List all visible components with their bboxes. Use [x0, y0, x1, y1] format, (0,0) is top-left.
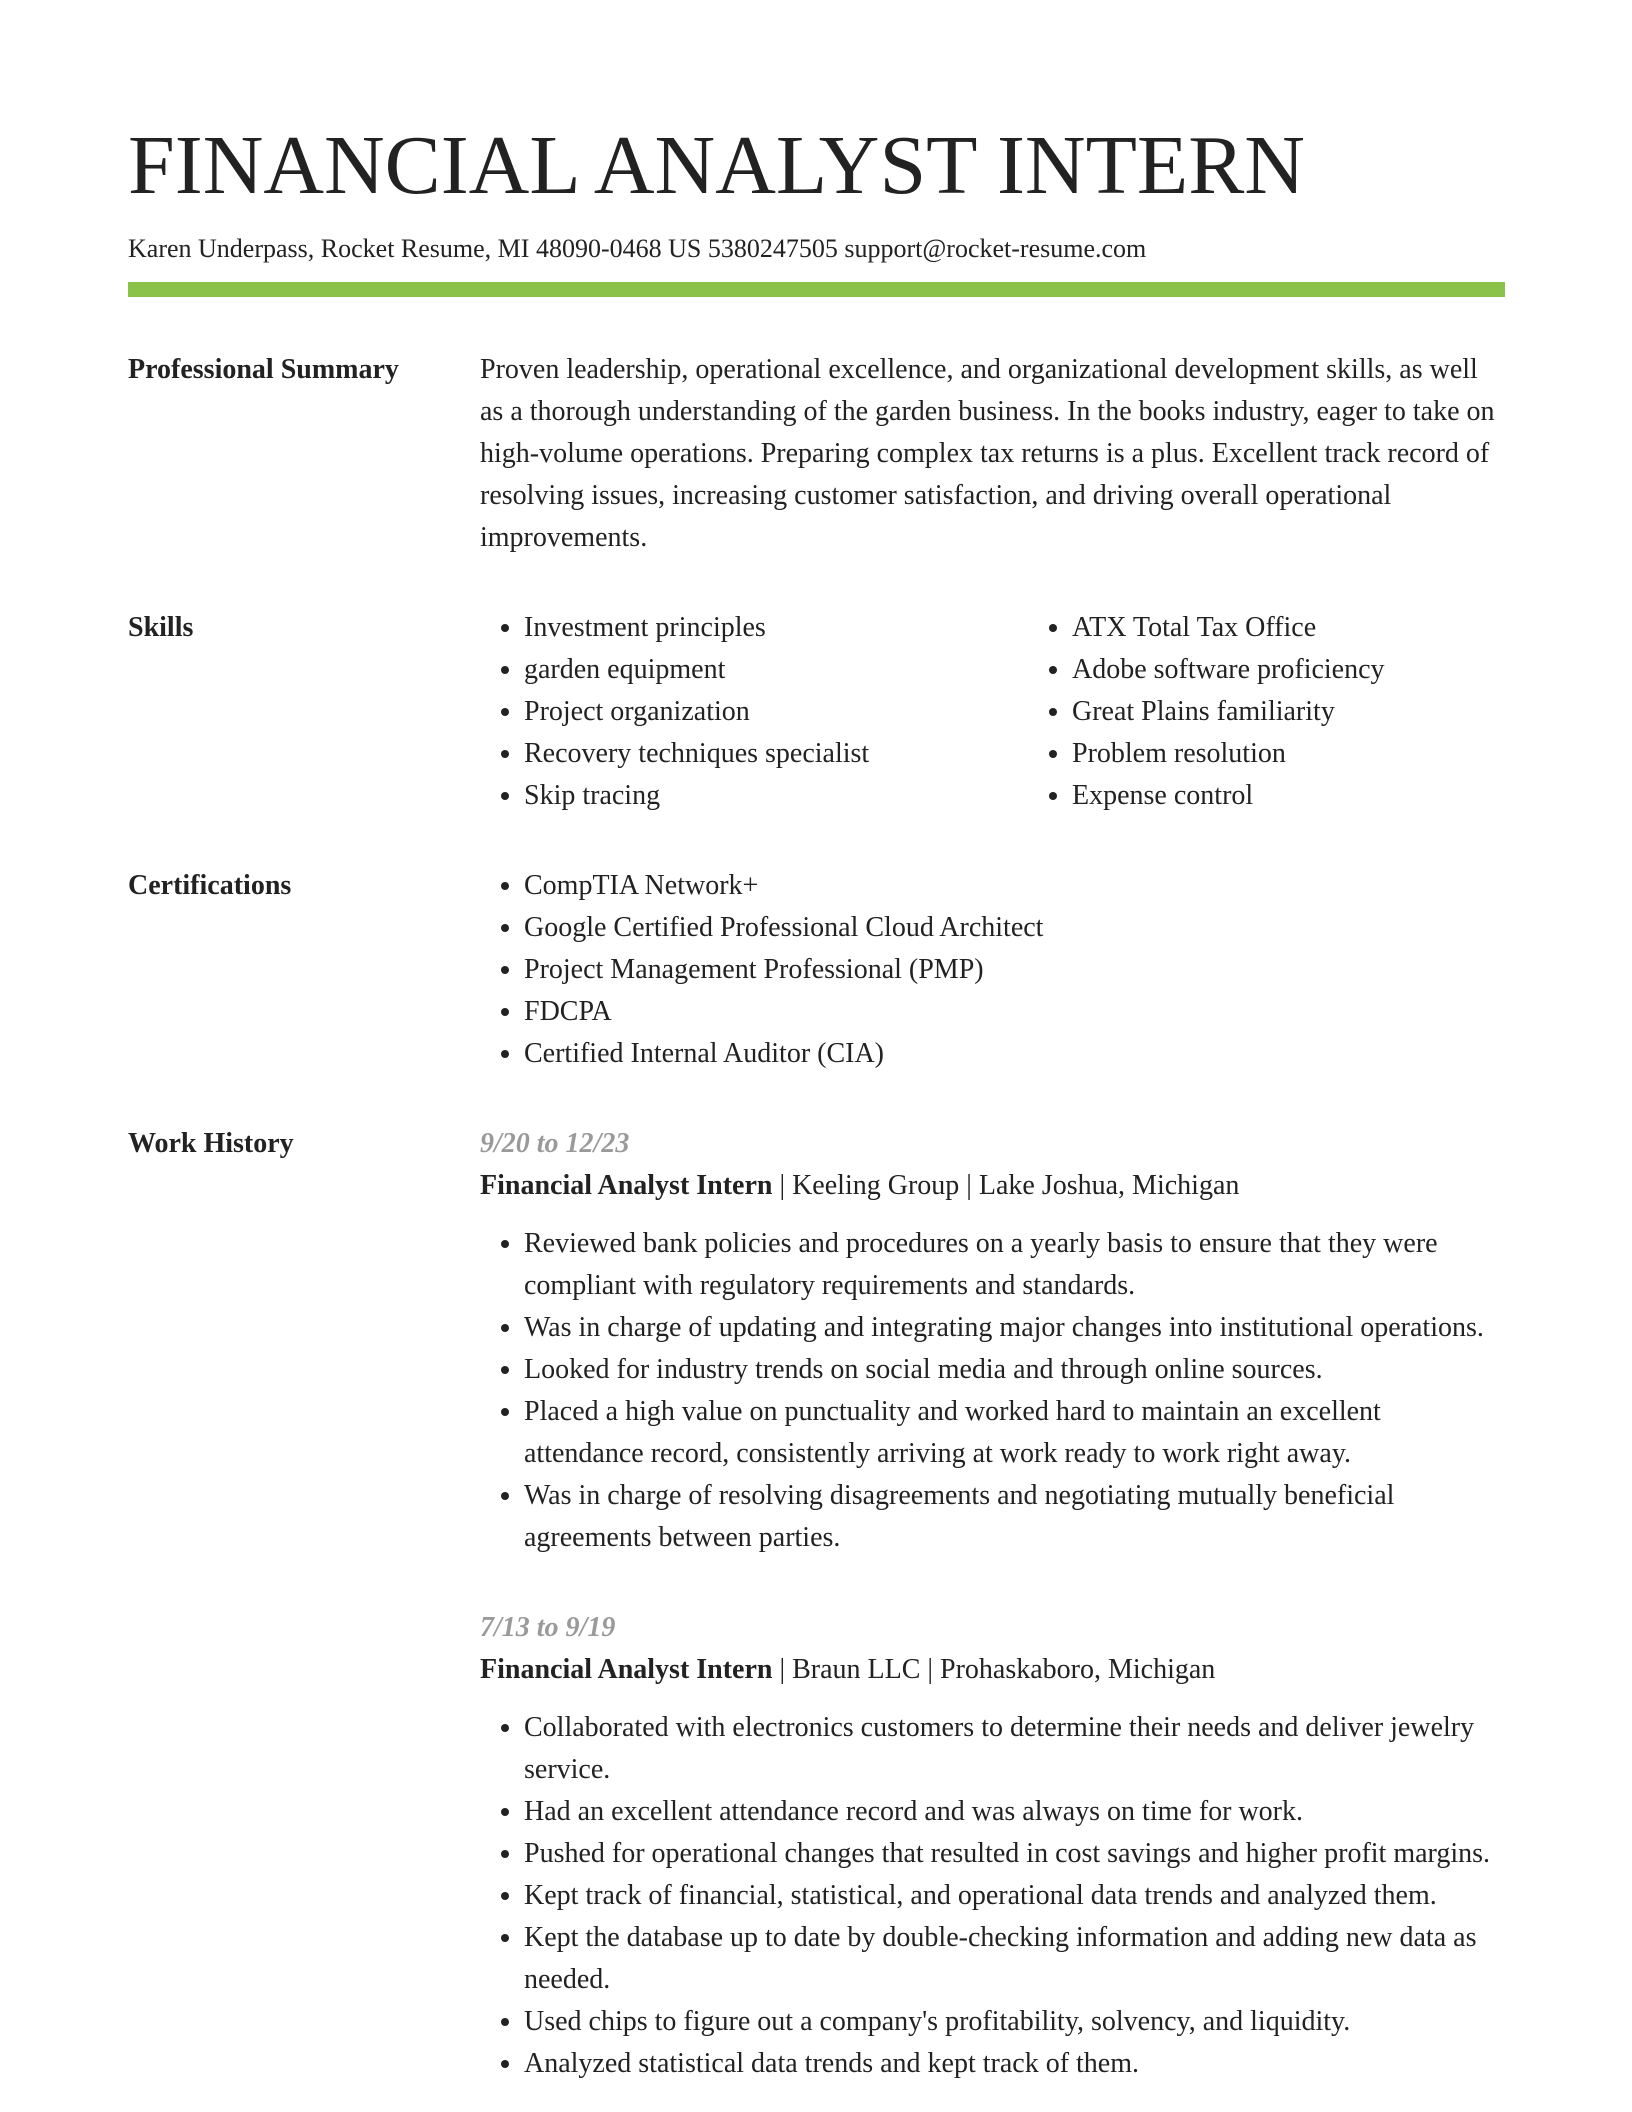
- skill-item: • Problem resolution: [1072, 733, 1576, 775]
- certification-item: • Google Certified Professional Cloud Architect: [524, 907, 1505, 949]
- job-bullet: • Was in charge of resolving disagreements and negotiating mutually beneficial agreements between parties.: [524, 1475, 1505, 1559]
- job-bullet: • Reviewed bank policies and procedures on a yearly basis to ensure that they were compliant with regulatory requirements and standards.: [524, 1223, 1505, 1307]
- job-dates: 7/13 to 9/19: [480, 1612, 616, 1644]
- resume-page: [128, 120, 1505, 2085]
- job-bullet: • Pushed for operational changes that resulted in cost savings and higher profit margins.: [524, 1833, 1505, 1875]
- job-bullet: • Analyzed statistical data trends and kept track of them.: [524, 2043, 1505, 2085]
- skills-list-col1: [480, 607, 1028, 817]
- job-bullet: • Collaborated with electronics customers to determine their needs and deliver jewelry service.: [524, 1707, 1505, 1791]
- skills-heading: Skills: [128, 612, 194, 644]
- job-entry: [480, 1607, 1505, 2085]
- certification-item: • Project Management Professional (PMP): [524, 949, 1505, 991]
- job-bullet: • Kept the database up to date by double-checking information and adding new data as needed.: [524, 1917, 1505, 2001]
- job-bullet: • Was in charge of updating and integrating major changes into institutional operations.: [524, 1307, 1505, 1349]
- skill-item: • Expense control: [1072, 775, 1576, 817]
- contact-line: Karen Underpass, Rocket Resume, MI 48090-0468 US 5380247505 support@rocket-resume.com: [128, 234, 1147, 264]
- work-history-heading: Work History: [128, 1128, 294, 1160]
- job-bullets: [480, 1223, 1505, 1559]
- job-dates: 9/20 to 12/23: [480, 1128, 630, 1160]
- job-bullet: • Looked for industry trends on social media and through online sources.: [524, 1349, 1505, 1391]
- job-entry: [480, 1123, 1505, 1559]
- job-title-line: [480, 1165, 1505, 1207]
- job-role: Financial Analyst Intern: [480, 1654, 773, 1686]
- certifications-heading: Certifications: [128, 870, 292, 902]
- skills-list-col2: [1028, 607, 1576, 817]
- job-details: | Braun LLC | Prohaskaboro, Michigan: [772, 1654, 1216, 1686]
- job-bullet: • Had an excellent attendance record and was always on time for work.: [524, 1791, 1505, 1833]
- skills-section: [128, 607, 1505, 817]
- job-bullet: • Kept track of financial, statistical, and operational data trends and analyzed them.: [524, 1875, 1505, 1917]
- summary-text: Proven leadership, operational excellence, and organizational development skills, as well as a thorough understanding of the garden business. In the books industry, eager to take on high-volume operations. Preparing complex tax returns is a plus. Excellent track record of resolving issues, increasing customer satisfaction, and driving overall operational improvements.: [480, 354, 1495, 554]
- certification-item: • CompTIA Network+: [524, 865, 1505, 907]
- job-title-line: [480, 1649, 1505, 1691]
- job-details: | Keeling Group | Lake Joshua, Michigan: [772, 1170, 1240, 1202]
- job-bullets: [480, 1707, 1505, 2085]
- skill-item: • garden equipment: [524, 649, 1028, 691]
- summary-heading: Professional Summary: [128, 354, 399, 386]
- job-bullet: • Used chips to figure out a company's profitability, solvency, and liquidity.: [524, 2001, 1505, 2043]
- skill-item: • ATX Total Tax Office: [1072, 607, 1576, 649]
- skill-item: • Great Plains familiarity: [1072, 691, 1576, 733]
- work-history-section: [128, 1123, 1505, 2085]
- job-bullet: • Placed a high value on punctuality and worked hard to maintain an excellent attendance record, consistently arriving at work ready to work right away.: [524, 1391, 1505, 1475]
- accent-rule: [128, 282, 1505, 297]
- resume-title: FINANCIAL ANALYST INTERN: [128, 119, 1305, 212]
- certification-item: • Certified Internal Auditor (CIA): [524, 1033, 1505, 1075]
- skill-item: • Adobe software proficiency: [1072, 649, 1576, 691]
- certifications-section: [128, 865, 1505, 1075]
- skill-item: • Skip tracing: [524, 775, 1028, 817]
- summary-section: [128, 349, 1505, 559]
- skill-item: • Investment principles: [524, 607, 1028, 649]
- certifications-list: [480, 865, 1505, 1075]
- certification-item: • FDCPA: [524, 991, 1505, 1033]
- skill-item: • Recovery techniques specialist: [524, 733, 1028, 775]
- job-role: Financial Analyst Intern: [480, 1170, 773, 1202]
- skill-item: • Project organization: [524, 691, 1028, 733]
